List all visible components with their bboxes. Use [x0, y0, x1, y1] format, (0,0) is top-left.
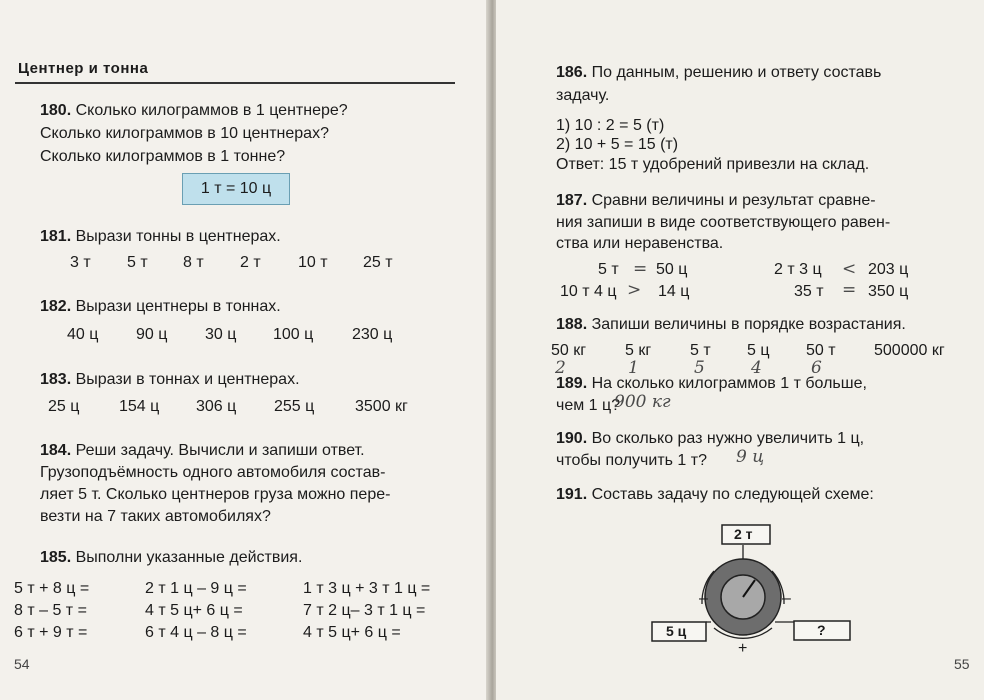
task-text: Сколько килограммов в 1 центнере? [75, 102, 348, 119]
task-number: 188. [556, 316, 588, 333]
handwritten-number: 6 [811, 358, 822, 378]
page-number: 55 [954, 656, 970, 672]
list-item: 50 т [806, 342, 836, 359]
list-item: 5 т [690, 342, 711, 359]
scheme-diagram [496, 0, 984, 700]
task-186-line-2: задачу. [556, 87, 610, 104]
list-item: 10 т [298, 254, 328, 271]
task-number: 181. [40, 228, 72, 245]
task-number: 185. [40, 549, 72, 566]
expression: 1 т 3 ц + 3 т 1 ц = [303, 580, 431, 597]
task-184-line-2: Грузоподъёмность одного автомобиля состав- [40, 464, 386, 481]
compare-sign: > [627, 280, 642, 300]
task-185-heading [40, 549, 302, 567]
compare-sign: < [842, 259, 857, 279]
scheme-top-label: 2 т [734, 526, 753, 542]
list-item: 25 ц [48, 398, 80, 415]
task-text: Запиши величины в порядке возрастания. [591, 316, 906, 333]
task-183-heading [40, 371, 300, 389]
compare-value: 10 т 4 ц [560, 283, 617, 300]
list-item: 3500 кг [355, 398, 408, 415]
list-item: 306 ц [196, 398, 237, 415]
expression: 8 т – 5 т = [14, 602, 87, 619]
expression: 7 т 2 ц– 3 т 1 ц = [303, 602, 426, 619]
task-187-line-3: ства или неравенства. [556, 235, 724, 252]
list-item: 2 т [240, 254, 261, 271]
right-page [496, 0, 984, 700]
scheme-minus-left: – [699, 590, 708, 607]
compare-value: 2 т 3 ц [774, 261, 822, 278]
task-text: По данным, решению и ответу составь [591, 64, 882, 81]
scheme-plus: + [738, 640, 748, 657]
task-number: 187. [556, 192, 588, 209]
handwritten-number: 4 [751, 358, 762, 378]
task-text: Вырази в тоннах и центнерах. [75, 371, 300, 388]
task-189-line-2: чем 1 ц? [556, 397, 621, 414]
section-title: Центнер и тонна [18, 60, 149, 77]
list-item: 25 т [363, 254, 393, 271]
task-180-line-2: Сколько килограммов в 10 центнерах? [40, 125, 329, 142]
scheme-minus-right: – [782, 590, 791, 607]
task-181-heading [40, 228, 281, 246]
compare-value: 14 ц [658, 283, 690, 300]
compare-value: 350 ц [868, 283, 909, 300]
task-number: 186. [556, 64, 588, 81]
task-number: 184. [40, 442, 72, 459]
compare-value: 203 ц [868, 261, 909, 278]
expression: 5 т + 8 ц = [14, 580, 90, 597]
compare-value: 50 ц [656, 261, 688, 278]
task-number: 183. [40, 371, 72, 388]
list-item: 50 кг [551, 342, 587, 359]
list-item: 230 ц [352, 326, 393, 343]
task-180-line-3: Сколько килограммов в 1 тонне? [40, 148, 286, 165]
list-item: 30 ц [205, 326, 237, 343]
task-182-heading [40, 298, 281, 316]
task-number: 182. [40, 298, 72, 315]
list-item: 154 ц [119, 398, 160, 415]
task-number: 189. [556, 375, 588, 392]
answer-box: 1 т = 10 ц [182, 173, 290, 205]
answer-line: Ответ: 15 т удобрений привезли на склад. [556, 156, 870, 173]
page-number: 54 [14, 656, 30, 672]
task-text: Во сколько раз нужно увеличить 1 ц, [591, 430, 865, 447]
compare-value: 35 т [794, 283, 824, 300]
solution-step: 2) 10 + 5 = 15 (т) [556, 136, 679, 153]
task-text: Реши задачу. Вычисли и запиши ответ. [75, 442, 365, 459]
scheme-right-label: ? [817, 622, 826, 638]
list-item: 255 ц [274, 398, 315, 415]
handwritten-answer: 900 кг [614, 392, 671, 412]
expression: 2 т 1 ц – 9 ц = [145, 580, 247, 597]
list-item: 90 ц [136, 326, 168, 343]
handwritten-number: 5 [694, 358, 705, 378]
handwritten-answer: 9 ц [736, 447, 765, 467]
task-number: 180. [40, 102, 72, 119]
handwritten-number: 2 [555, 358, 566, 378]
task-180-line-1 [40, 102, 348, 120]
list-item: 5 кг [625, 342, 652, 359]
task-184-line-1 [40, 442, 365, 460]
expression: 4 т 5 ц+ 6 ц = [145, 602, 243, 619]
list-item: 100 ц [273, 326, 314, 343]
scheme-left-label: 5 ц [666, 623, 687, 639]
task-text: На сколько килограммов 1 т больше, [591, 375, 867, 392]
list-item: 8 т [183, 254, 204, 271]
task-187-line-2: ния запиши в виде соответствующего равен- [556, 214, 891, 231]
compare-value: 5 т [598, 261, 619, 278]
solution-step: 1) 10 : 2 = 5 (т) [556, 117, 665, 134]
task-text: Сравни величины и результат сравне- [591, 192, 876, 209]
expression: 6 т 4 ц – 8 ц = [145, 624, 247, 641]
task-number: 190. [556, 430, 588, 447]
compare-sign: = [842, 280, 857, 300]
section-rule [15, 82, 455, 84]
task-184-line-4: везти на 7 таких автомобилях? [40, 508, 271, 525]
handwritten-number: 1 [628, 358, 639, 378]
task-text: Вырази центнеры в тоннах. [75, 298, 281, 315]
compare-sign: = [633, 259, 648, 279]
task-190-line-2: чтобы получить 1 т? [556, 452, 707, 469]
list-item: 40 ц [67, 326, 99, 343]
list-item: 5 ц [747, 342, 770, 359]
expression: 4 т 5 ц+ 6 ц = [303, 624, 401, 641]
task-number: 191. [556, 486, 588, 503]
list-item: 500000 кг [874, 342, 945, 359]
task-text: Выполни указанные действия. [75, 549, 303, 566]
list-item: 3 т [70, 254, 91, 271]
expression: 6 т + 9 т = [14, 624, 88, 641]
task-184-line-3: ляет 5 т. Сколько центнеров груза можно пере- [40, 486, 391, 503]
task-text: Вырази тонны в центнерах. [75, 228, 281, 245]
list-item: 5 т [127, 254, 148, 271]
task-text: Составь задачу по следующей схеме: [591, 486, 874, 503]
